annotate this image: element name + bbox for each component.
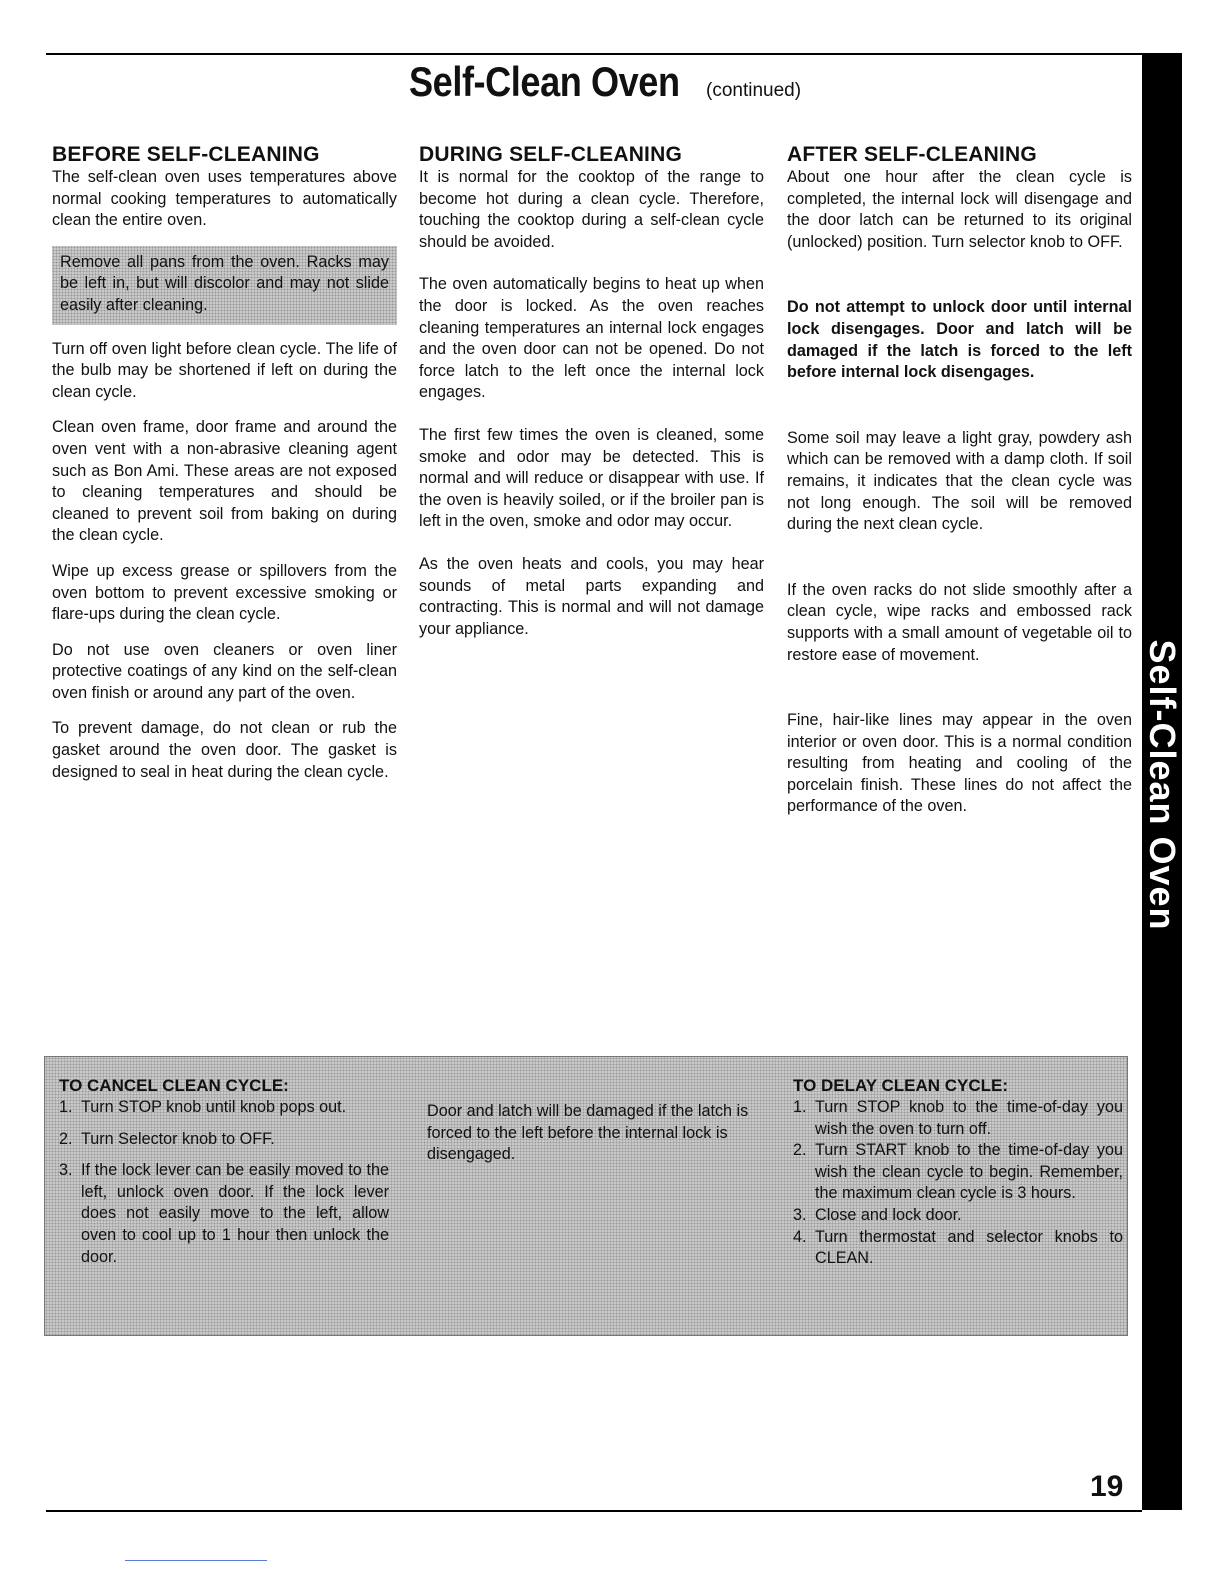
cancel-step (59, 1129, 389, 1151)
delay-step (793, 1140, 1123, 1205)
before-paragraph: To prevent damage, do not clean or rub the gasket around the oven door. The gasket is designed to seal in heat during the clean cycle. (52, 719, 397, 781)
during-section (419, 143, 764, 654)
step-text: Turn thermostat and selector knobs to CLEAN. (815, 1227, 1123, 1268)
delay-step (793, 1227, 1123, 1270)
latch-warning-text: Door and latch will be damaged if the latch is forced to the left before the internal lock is disengaged. (427, 1102, 749, 1164)
during-paragraph: The first few times the oven is cleaned, some smoke and odor may be detected. This is normal and will reduce or disappear with use. If the oven is heavily soiled, or if the broiler pan is left in the oven, smoke and odor may occur. (419, 425, 764, 531)
after-paragraph: Fine, hair-like lines may appear in the oven interior or oven door. This is a normal condition resulting from heating and cooling of the porcelain finish. These lines do not affect the performance of the oven. (787, 711, 1132, 816)
latch-warning (427, 1101, 757, 1166)
delay-clean-cycle (793, 1075, 1123, 1270)
step-text: If the lock lever can be easily moved to the left, unlock oven door. If the lock lever does not easily move to the left, allow oven to cool up to 1 hour then unlock the door. (81, 1161, 389, 1266)
step-number: 3. (793, 1205, 807, 1224)
blue-line (125, 1560, 267, 1561)
cancel-step (59, 1160, 389, 1268)
title-subtitle: (continued) (706, 80, 802, 101)
step-text: Close and lock door. (815, 1205, 962, 1224)
cancel-step (59, 1097, 389, 1119)
step-number: 1. (793, 1098, 807, 1116)
clean-cycle-box (44, 1056, 1128, 1336)
after-heading: AFTER SELF-CLEANING (787, 143, 1037, 166)
before-paragraph: Clean oven frame, door frame and around the oven vent with a non-abrasive cleaning agent such as Bon Ami. These areas are not exposed to cleaning temperatures and should be cleaned to prevent soil from baking on during the clean cycle. (52, 418, 397, 545)
step-text: Turn STOP knob to the time-of-day you wish the oven to turn off. (815, 1098, 1123, 1138)
step-number: 3. (59, 1161, 73, 1180)
during-heading: DURING SELF-CLEANING (419, 143, 682, 166)
before-heading: BEFORE SELF-CLEANING (52, 143, 320, 166)
bottom-rule (46, 1510, 1142, 1512)
delay-heading: TO DELAY CLEAN CYCLE: (793, 1076, 1009, 1095)
before-shaded-note: Remove all pans from the oven. Racks may be left in, but will discolor and may not slide easily after cleaning. (52, 246, 397, 325)
before-paragraph: Wipe up excess grease or spillovers from the oven bottom to prevent excessive smoking or flare-ups during the clean cycle. (52, 561, 397, 624)
delay-step (793, 1205, 1123, 1227)
step-number: 2. (793, 1141, 807, 1160)
top-rule (46, 53, 1142, 55)
step-text: Turn STOP knob until knob pops out. (81, 1098, 347, 1116)
step-text: Turn Selector knob to OFF. (81, 1129, 275, 1148)
during-paragraph: As the oven heats and cools, you may hear sounds of metal parts expanding and contracting. This is normal and will not damage your appliance. (419, 554, 764, 638)
delay-step (793, 1097, 1123, 1140)
page-number: 19 (1090, 1470, 1124, 1503)
step-number: 4. (793, 1227, 807, 1246)
after-paragraph: If the oven racks do not slide smoothly after a clean cycle, wipe racks and embossed rack supports with a small amount of vegetable oil to restore ease of movement. (787, 580, 1132, 664)
cancel-heading: TO CANCEL CLEAN CYCLE: (59, 1076, 289, 1095)
before-section (52, 143, 397, 797)
after-paragraph: Some soil may leave a light gray, powdery ash which can be removed with a damp cloth. If soil remains, it indicates that the clean cycle was not long enough. The soil will be removed during the next clean cycle. (787, 428, 1132, 534)
during-paragraph: It is normal for the cooktop of the range to become hot during a clean cycle. Therefore, touching the cooktop during a self-clean cycle should be avoided. (419, 168, 764, 251)
step-number: 2. (59, 1129, 73, 1148)
step-number: 1. (59, 1098, 73, 1116)
side-tab-label: Self-Clean Oven (1142, 639, 1183, 931)
during-paragraph: The oven automatically begins to heat up when the door is locked. As the oven reaches cleaning temperatures an internal lock engages and the oven door can not be opened. Do not force latch to the left once the internal lock engages. (419, 275, 764, 402)
step-text: Turn START knob to the time-of-day you wish the clean cycle to begin. Remember, the maximum clean cycle is 3 hours. (815, 1141, 1123, 1203)
after-intro: About one hour after the clean cycle is completed, the internal lock will disengage and the door latch can be returned to its original (unlocked) position. Turn selector knob to OFF. (787, 168, 1132, 251)
after-section (787, 143, 1132, 832)
title-main: Self-Clean Oven (408, 58, 680, 105)
page-title (46, 58, 1142, 106)
before-paragraph: Do not use oven cleaners or oven liner protective coatings of any kind on the self-clean oven finish or around any part of the oven. (52, 640, 397, 702)
cancel-clean-cycle (59, 1075, 389, 1278)
after-warning: Do not attempt to unlock door until internal lock disengages. Door and latch will be damaged if the latch is forced to the left before internal lock disengages. (787, 298, 1132, 382)
before-intro: The self-clean oven uses temperatures above normal cooking temperatures to automatically clean the entire oven. (52, 168, 397, 230)
before-paragraph: Turn off oven light before clean cycle. The life of the bulb may be shortened if left on during the clean cycle. (52, 339, 397, 401)
